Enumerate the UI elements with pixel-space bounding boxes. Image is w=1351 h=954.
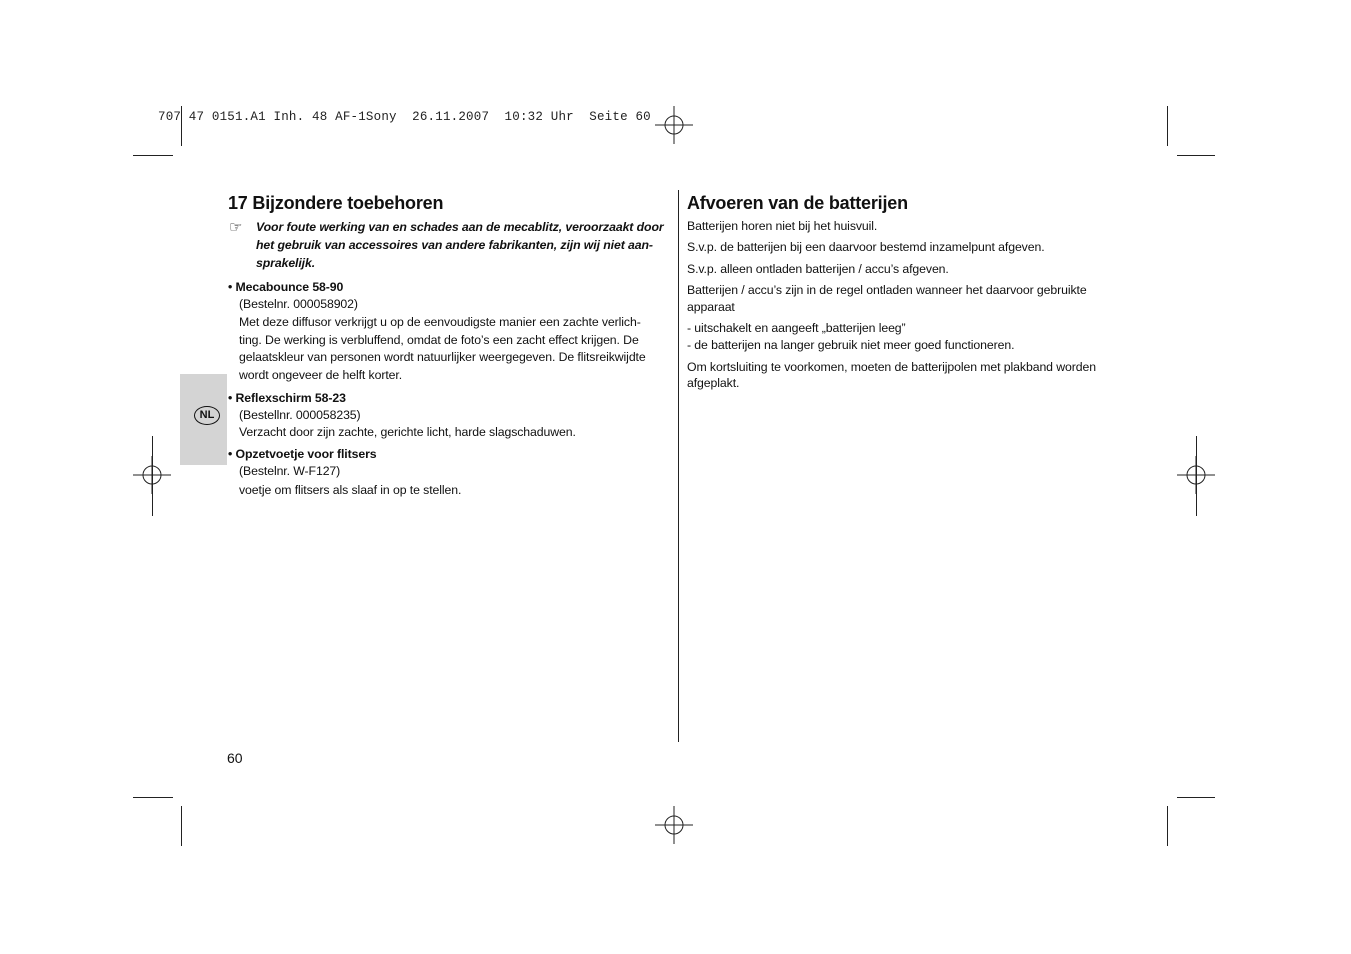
page-number: 60 bbox=[227, 750, 243, 766]
item-title: • Opzetvoetje voor flitsers bbox=[228, 447, 377, 461]
language-badge: NL bbox=[194, 406, 220, 425]
crop-mark bbox=[1196, 436, 1197, 516]
crop-mark bbox=[152, 436, 153, 516]
body-line: Om kortsluiting te voorkomen, moeten de batterijpolen met plakband worden bbox=[687, 360, 1096, 374]
section-heading: 17 Bijzondere toebehoren bbox=[228, 193, 444, 213]
item-title: • Reflexschirm 58-23 bbox=[228, 391, 346, 405]
registration-mark-icon bbox=[655, 106, 693, 144]
item-title: • Mecabounce 58-90 bbox=[228, 280, 344, 294]
body-line: Batterijen horen niet bij het huisvuil. bbox=[687, 219, 878, 233]
registration-mark-icon bbox=[655, 806, 693, 844]
item-line: Met deze diffusor verkrijgt u op de eenvoudigste manier een zachte verlich- bbox=[239, 315, 641, 329]
item-line: (Bestelnr. 000058902) bbox=[239, 297, 358, 311]
body-line: - de batterijen na langer gebruik niet meer goed functioneren. bbox=[687, 338, 1015, 352]
item-line: Verzacht door zijn zachte, gerichte licht, harde slagschaduwen. bbox=[239, 425, 576, 439]
item-line: ting. De werking is verbluffend, omdat de foto’s een zacht effect krijgen. De bbox=[239, 333, 639, 347]
item-line: (Bestelnr. W-F127) bbox=[239, 464, 341, 478]
body-line: Batterijen / accu’s zijn in de regel ontladen wanneer het daarvoor gebruikte bbox=[687, 283, 1087, 297]
column-divider bbox=[678, 190, 679, 742]
body-line: S.v.p. de batterijen bij een daarvoor bestemd inzamelpunt afgeven. bbox=[687, 240, 1045, 254]
crop-mark bbox=[133, 155, 173, 156]
item-line: wordt ongeveer de helft korter. bbox=[239, 368, 403, 382]
item-line: voetje om flitsers als slaaf in op te stellen. bbox=[239, 483, 462, 497]
body-line: S.v.p. alleen ontladen batterijen / accu’s afgeven. bbox=[687, 262, 949, 276]
crop-mark bbox=[1167, 106, 1168, 146]
pointing-hand-icon: ☞ bbox=[229, 219, 243, 236]
warning-line: het gebruik van accessoires van andere fabrikanten, zijn wij niet aan- bbox=[256, 238, 653, 252]
body-line: apparaat bbox=[687, 300, 735, 314]
warning-line: Voor foute werking van en schades aan de mecablitz, veroorzaakt door bbox=[256, 220, 664, 234]
crop-mark bbox=[133, 797, 173, 798]
warning-line: sprakelijk. bbox=[256, 256, 316, 270]
crop-mark bbox=[1177, 155, 1215, 156]
body-line: - uitschakelt en aangeeft „batterijen leeg” bbox=[687, 321, 906, 335]
crop-mark bbox=[1167, 806, 1168, 846]
body-line: afgeplakt. bbox=[687, 376, 740, 390]
section-heading: Afvoeren van de batterijen bbox=[687, 193, 908, 213]
crop-mark bbox=[1177, 797, 1215, 798]
item-line: gelaatskleur van personen wordt natuurlijker weergegeven. De flitsreikwijdte bbox=[239, 350, 646, 364]
item-line: (Bestellnr. 000058235) bbox=[239, 408, 361, 422]
crop-mark bbox=[181, 806, 182, 846]
print-header: 707 47 0151.A1 Inh. 48 AF-1Sony 26.11.2007 10:32 Uhr Seite 60 bbox=[158, 110, 651, 124]
